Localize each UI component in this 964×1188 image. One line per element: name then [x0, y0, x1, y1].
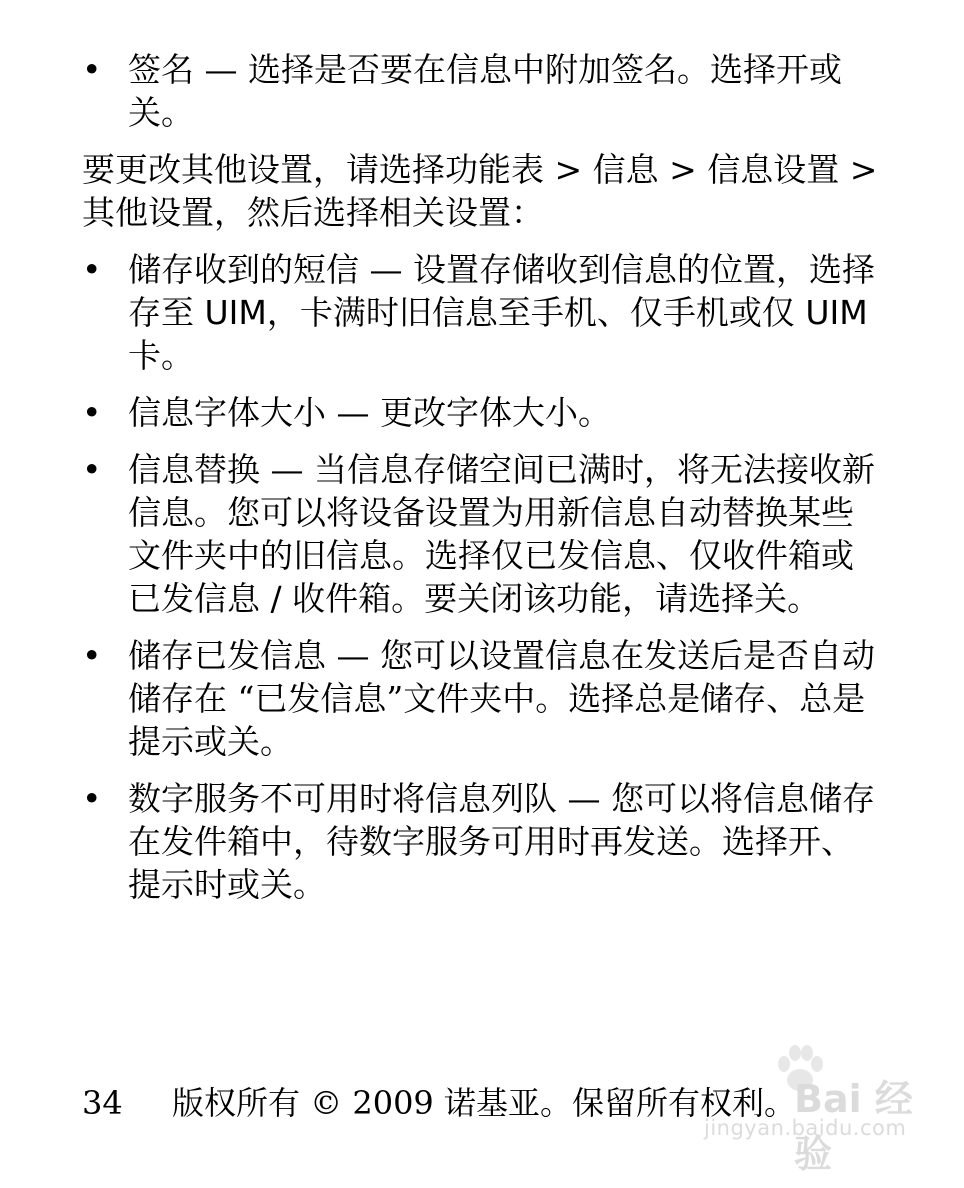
body-text: 、	[656, 536, 689, 575]
option-term: 功能表	[445, 150, 544, 189]
option-term: 总是储存	[634, 679, 767, 718]
body-text: >	[544, 150, 593, 189]
body-text: 或	[194, 722, 227, 761]
option-term: 存至 UIM，卡满时旧信息至手机	[128, 293, 597, 332]
body-text: 。	[260, 722, 293, 761]
body-text: — 您可以将信息储存在发件箱中，待数字服务可用时再发送。选择	[128, 779, 875, 861]
page-footer	[82, 1083, 796, 1123]
body-text: 或	[227, 865, 260, 904]
option-term: 关	[227, 722, 260, 761]
watermark-brand: Bai 经验	[794, 1077, 913, 1176]
option-term: 信息字体大小	[128, 393, 326, 432]
body-text: 或	[821, 536, 854, 575]
bullet-marker: •	[82, 393, 102, 432]
option-term: 信息	[592, 150, 659, 189]
bullet-marker: •	[82, 50, 102, 89]
option-term: 提示时	[128, 865, 227, 904]
body-text: 、	[821, 822, 854, 861]
body-text: — 更改字体大小。	[326, 393, 611, 432]
option-term: 信息替换	[128, 450, 260, 489]
body-text: — 当信息存储空间已满时，将无法接收新信息。您可以将设备设置为用新信息自动替换某些文件夹中的旧信息。选择	[128, 450, 875, 575]
body-text: 。	[787, 579, 821, 618]
option-term: 已发信息 / 收件箱	[128, 579, 392, 618]
bullet-marker: •	[82, 779, 102, 818]
body-text: >	[839, 150, 878, 189]
option-term: 总是提示	[128, 679, 866, 761]
option-term: 签名	[128, 50, 194, 89]
body-text: 或	[728, 293, 762, 332]
option-term: 储存收到的短信	[128, 250, 359, 289]
option-term: 仅手机	[629, 293, 729, 332]
bullet-item	[82, 248, 882, 377]
bullet-item	[82, 634, 882, 763]
body-text: 、	[596, 293, 630, 332]
body-text: 。	[293, 865, 326, 904]
option-term: 其他设置	[82, 193, 214, 232]
option-term: 开	[775, 50, 809, 89]
option-term: 关	[260, 865, 293, 904]
option-term: 仅收件箱	[689, 536, 821, 575]
body-text: 要更改其他设置，请选择	[82, 150, 445, 189]
body-text: — 选择是否要在信息中附加签名。选择	[194, 50, 776, 89]
body-text: 或	[808, 50, 842, 89]
body-text: >	[658, 150, 708, 189]
bullet-item	[82, 448, 882, 620]
page-content	[82, 48, 882, 920]
bullet-marker: •	[82, 450, 102, 489]
body-text: 。	[161, 336, 194, 375]
option-term: 信息设置	[707, 150, 840, 189]
option-term: 关	[754, 579, 788, 618]
bullet-marker: •	[82, 636, 102, 675]
bullet-marker: •	[82, 250, 102, 289]
option-term: 仅 UIM 卡	[128, 293, 868, 375]
paragraph	[82, 148, 882, 234]
body-text: 、	[766, 679, 800, 718]
body-text: 。	[161, 93, 194, 132]
bullet-item	[82, 391, 882, 434]
bullet-item	[82, 777, 882, 906]
watermark-url: jingyan.baidu.com	[704, 1116, 907, 1140]
body-text: ，然后选择相关设置：	[214, 193, 544, 232]
page-number: 34	[82, 1084, 123, 1122]
option-term: 开	[788, 822, 821, 861]
body-text: 。要关闭该功能，请选择	[391, 579, 755, 618]
body-text: — 设置存储收到信息的位置，选择	[359, 250, 875, 289]
option-term: 储存已发信息	[128, 636, 326, 675]
option-term: 仅已发信息	[491, 536, 656, 575]
body-text: — 您可以设置信息在发送后是否自动储存在 “已发信息”文件夹中。选择	[128, 636, 875, 718]
copyright-notice: 版权所有 © 2009 诺基亚。保留所有权利。	[172, 1084, 796, 1122]
option-term: 数字服务不可用时将信息列队	[128, 779, 557, 818]
option-term: 关	[128, 93, 161, 132]
bullet-item	[82, 48, 882, 134]
